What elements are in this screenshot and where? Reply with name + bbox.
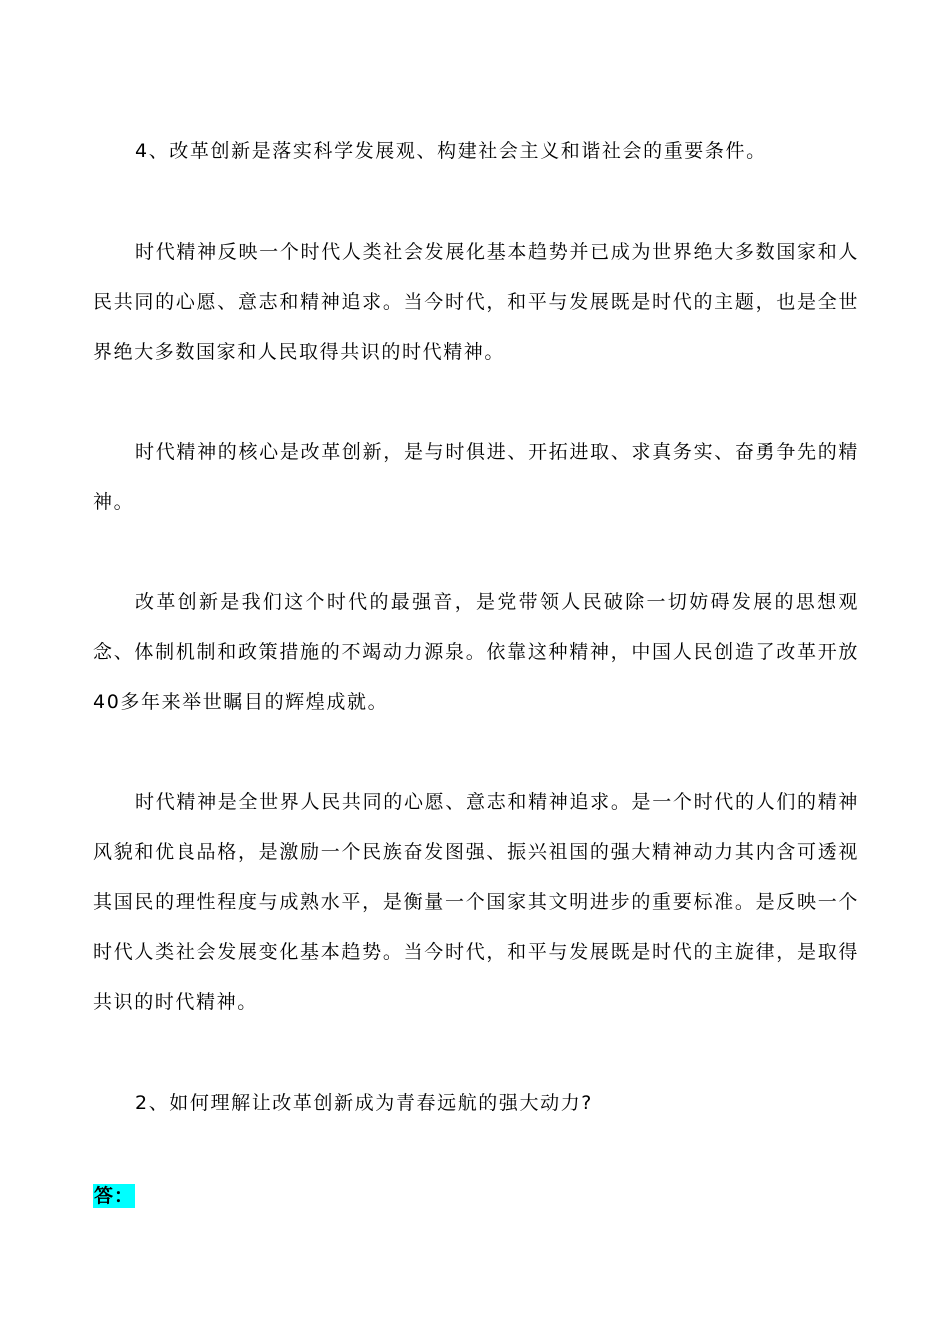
paragraph-point-4: 4、改革创新是落实科学发展观、构建社会主义和谐社会的重要条件。 [135, 140, 767, 162]
paragraph-core-of-spirit: 时代精神的核心是改革创新，是与时俱进、开拓进取、求真务实、奋勇争先的精神。 [93, 441, 859, 513]
answer-label: 答： [94, 1185, 135, 1207]
paragraph-reform-innovation: 改革创新是我们这个时代的最强音，是党带领人民破除一切妨碍发展的思想观念、体制机制和政策措施的不竭动力源泉。依靠这种精神，中国人民创造了改革开放40多年来举世瞩目的辉煌成就。 [93, 591, 859, 713]
paragraph-spirit-pursuit: 时代精神是全世界人民共同的心愿、意志和精神追求。是一个时代的人们的精神风貌和优良品格，是激励一个民族奋发图强、振兴祖国的强大精神动力其内含可透视其国民的理性程度与成熟水平，是衡量一个国家其文明进步的重要标准。是反映一个时代人类社会发展变化基本趋势。当今时代，和平与发展既是时代的主旋律，是取得共识的时代精神。 [93, 791, 859, 1013]
paragraph-spirit-of-times: 时代精神反映一个时代人类社会发展化基本趋势并已成为世界绝大多数国家和人民共同的心愿、意志和精神追求。当今时代，和平与发展既是时代的主题，也是全世界绝大多数国家和人民取得共识的时代精神。 [93, 241, 859, 363]
question-2: 2、如何理解让改革创新成为青春远航的强大动力? [135, 1092, 593, 1114]
